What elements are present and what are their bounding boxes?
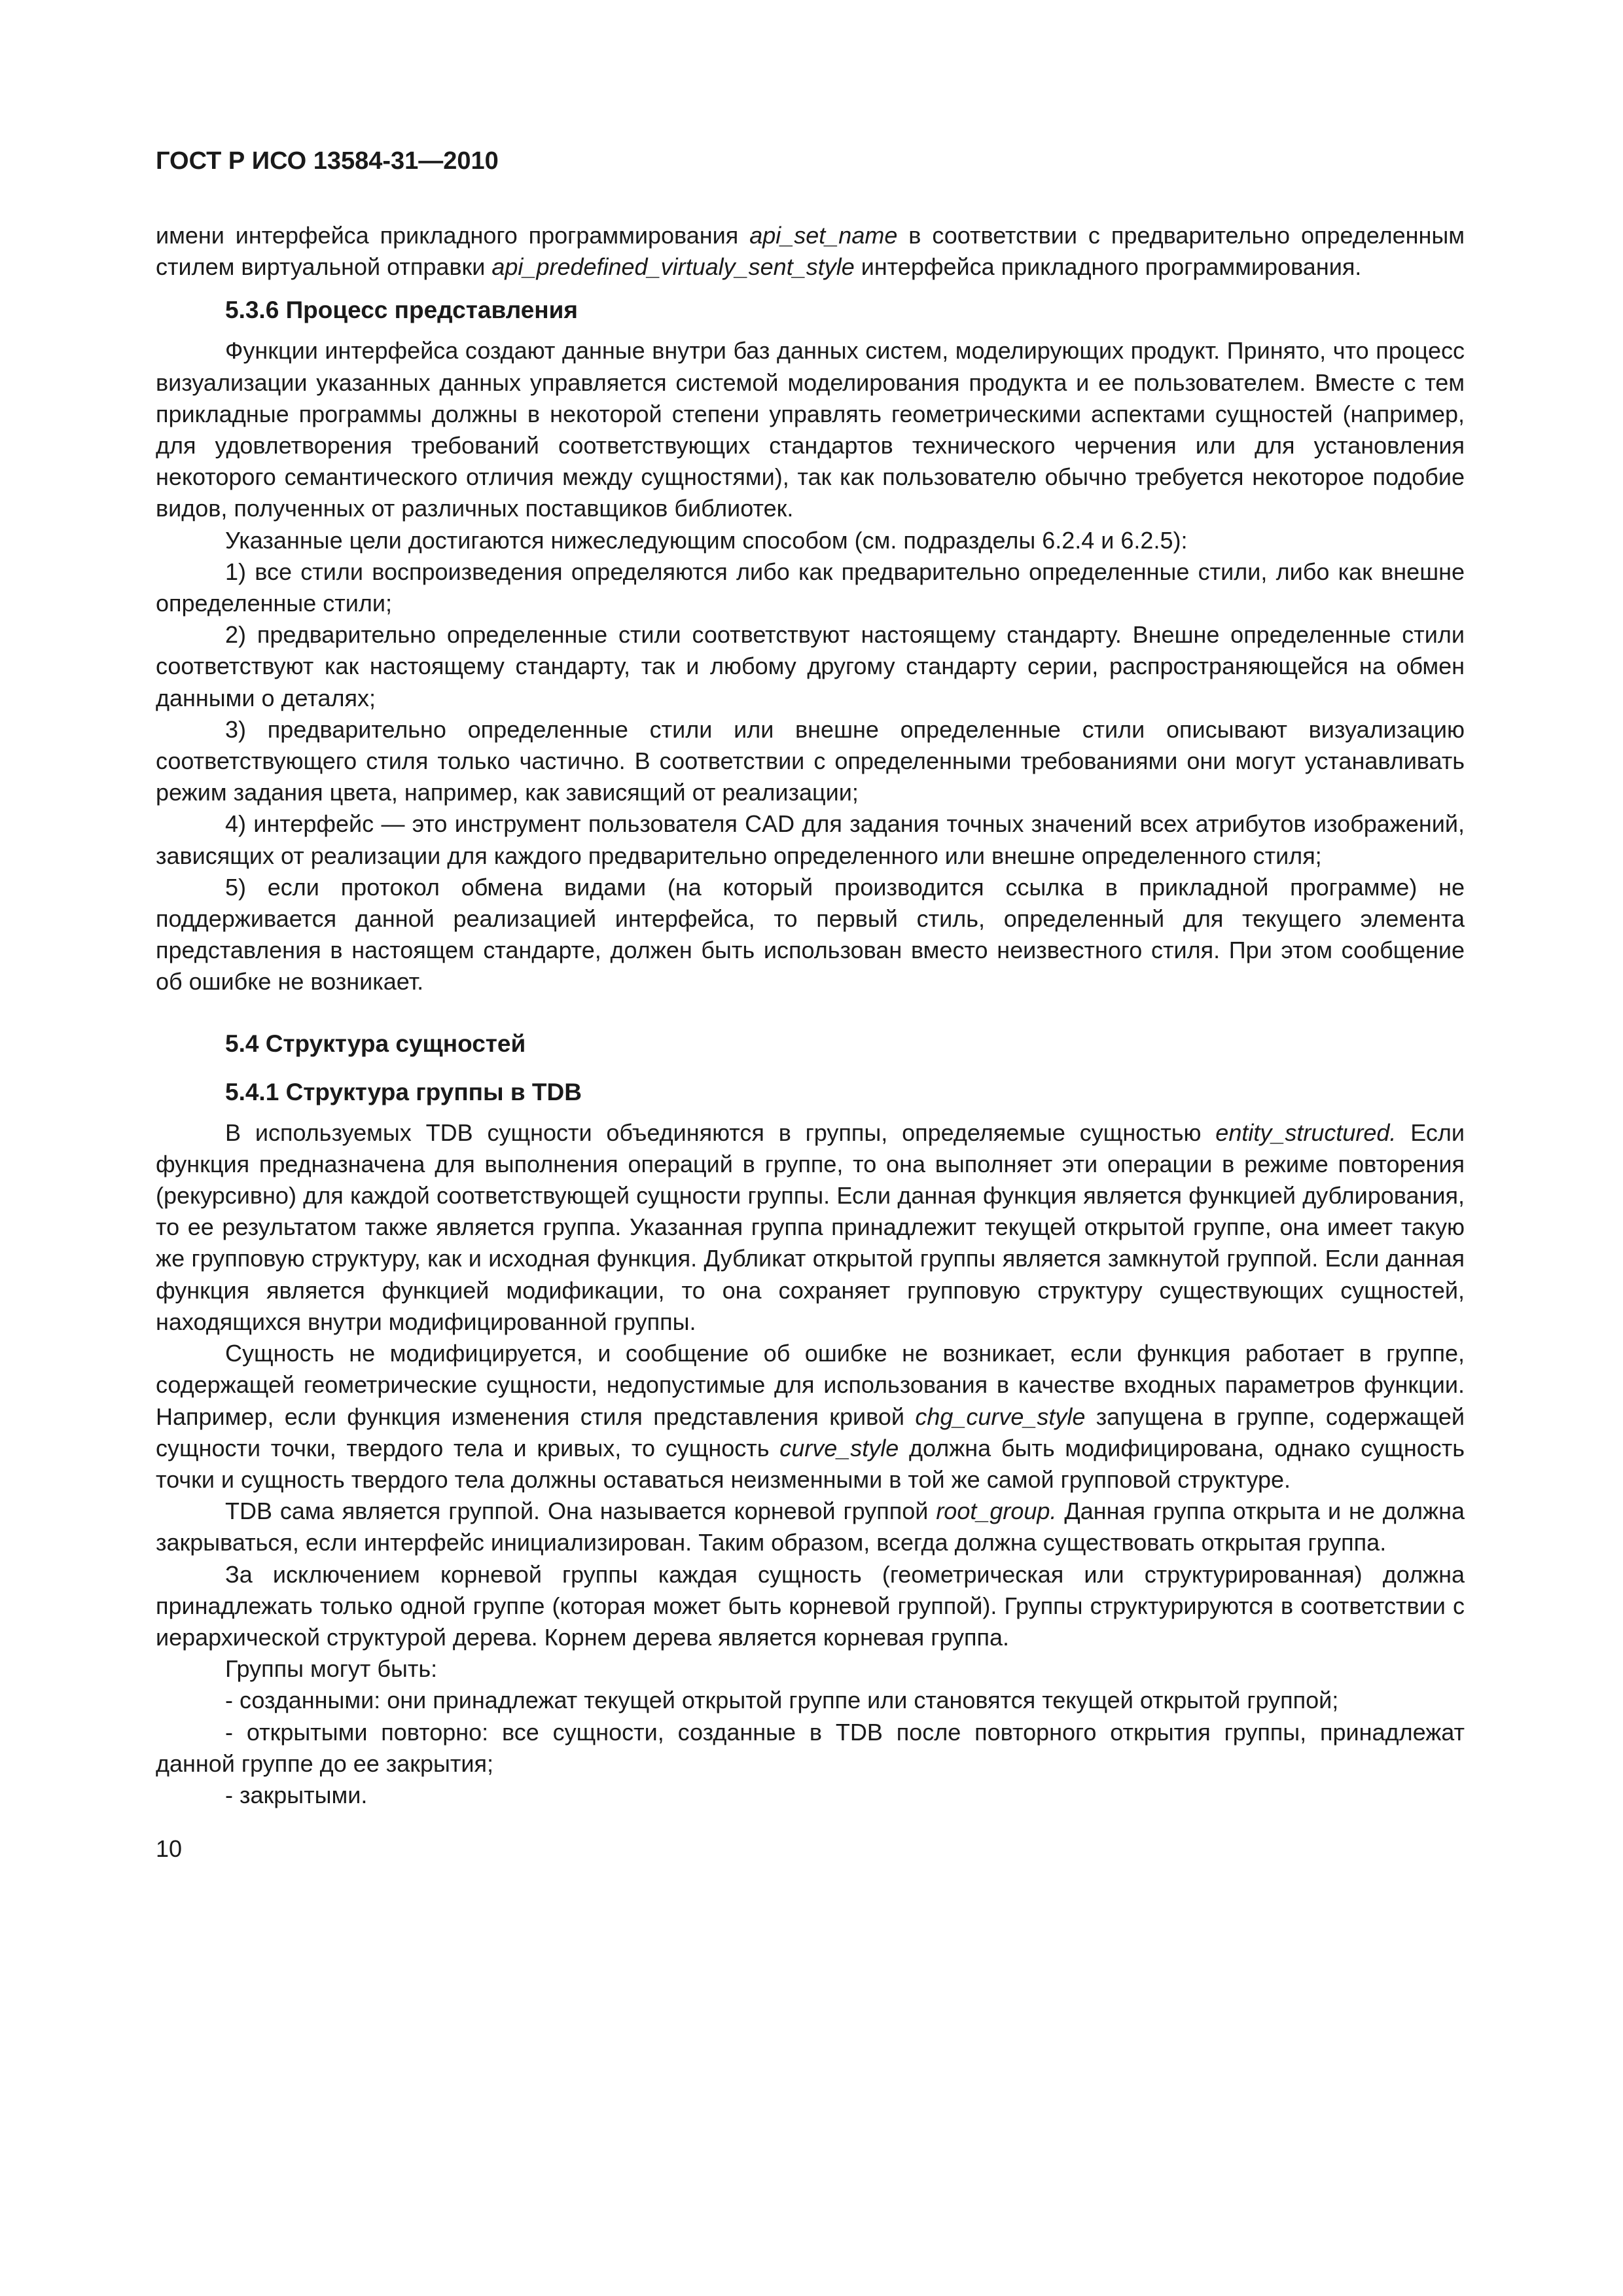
dash-list-item-1: - созданными: они принадлежат текущей открытой группе или становятся текущей открытой группой; bbox=[225, 1687, 1339, 1714]
section-5-4-1-paragraph-5: Группы могут быть: bbox=[225, 1655, 438, 1683]
list-item-2: 2) предварительно определенные стили соответствуют настоящему стандарту. Внешне определенные стили соответствуют как настоящему стандарту, так и любому другому стандарту серии, распространяющейся на обмен данными о деталях; bbox=[156, 621, 1465, 711]
dash-list-item-3: - закрытыми. bbox=[225, 1781, 368, 1808]
api-predefined-style-term: api_predefined_virtualy_sent_style bbox=[491, 253, 855, 281]
list-item-5: 5) если протокол обмена видами (на который производится ссылка в прикладной программе) не поддерживается данной реализацией интерфейса, то первый стиль, определенный для текущего элемента представления в настоящем стандарте, должен быть использован вместо неизвестного стиля. При этом сообщение об ошибке не возникает. bbox=[156, 873, 1465, 996]
section-5-4-heading: 5.4 Структура сущностей bbox=[225, 1030, 526, 1057]
entity-structured-term: entity_structured. bbox=[1215, 1119, 1397, 1146]
section-5-3-6-paragraph-1: Функции интерфейса создают данные внутри баз данных систем, моделирующих продукт. Принято, что процесс визуализации указанных данных управляется системой моделирования продукта и ее пользователем. Вместе с тем прикладные программы должны в некоторой степени управлять геометрическими аспектами сущностей (например, для удовлетворения требований соответствующих стандартов технического черчения или для установления некоторого семантического отличия между сущностями), так как пользователю обычно требуется некоторое подобие видов, полученных от различных поставщиков библиотек. bbox=[156, 337, 1465, 522]
dash-list-item-2: - открытыми повторно: все сущности, созданные в TDB после повторного открытия группы, принадлежат данной группе до ее закрытия; bbox=[156, 1718, 1465, 1777]
api-set-name-term: api_set_name bbox=[749, 222, 898, 249]
list-item-3: 3) предварительно определенные стили или внешне определенные стили описывают визуализацию соответствующего стиля только частично. В соответствии с определенными требованиями они могут устанавливать режим задания цвета, например, как зависящий от реализации; bbox=[156, 715, 1465, 806]
document-header: ГОСТ Р ИСО 13584-31—2010 bbox=[156, 147, 499, 175]
list-item-1: 1) все стили воспроизведения определяются либо как предварительно определенные стили, либо как внешне определенные стили; bbox=[156, 558, 1465, 617]
section-5-4-1-paragraph-2: Сущность не модифицируется, и сообщение об ошибке не возникает, если функция работает в группе, содержащей геометрические сущности, недопустимые для использования в качестве входных параметров функции. Например, если функция изменения стиля представления кривой chg_curve_style запущена в группе, содержащей сущности точки, твердого тела и кривых, то сущность curve_style должна быть модифицирована, однако сущность точки и сущность твердого тела должны оставаться неизменными в той же самой групповой структуре. bbox=[156, 1340, 1465, 1493]
document-page bbox=[156, 145, 1465, 1865]
section-5-3-6-heading: 5.3.6 Процесс представления bbox=[225, 296, 578, 324]
section-5-3-6-paragraph-2: Указанные цели достигаются нижеследующим способом (см. подразделы 6.2.4 и 6.2.5): bbox=[225, 526, 1188, 554]
root-group-term: root_group. bbox=[936, 1498, 1057, 1525]
section-5-4-1-paragraph-4: За исключением корневой группы каждая сущность (геометрическая или структурированная) должна принадлежать только одной группе (которая может быть корневой группой). Группы структурируются в соответствии с иерархической структурой дерева. Корнем дерева является корневая группа. bbox=[156, 1560, 1465, 1651]
page-number: 10 bbox=[156, 1835, 183, 1863]
section-5-4-1-heading: 5.4.1 Структура группы в TDB bbox=[225, 1078, 582, 1105]
curve-style-term: curve_style bbox=[779, 1434, 899, 1462]
chg-curve-style-term: chg_curve_style bbox=[915, 1403, 1086, 1430]
section-5-4-1-paragraph-1: В используемых TDB сущности объединяются в группы, определяемые сущностью entity_structured. Если функция предназначена для выполнения операций в группе, то она выполняет эти операции в режиме повторения (рекурсивно) для каждой соответствующей сущности группы. Если данная функция является функцией дублирования, то ее результатом также является группа. Указанная группа принадлежит текущей открытой группе, она имеет такую же групповую структуру, как и исходная функция. Дубликат открытой группы является замкнутой группой. Если данная функция является функцией модификации, то она сохраняет групповую структуру существующих сущностей, находящихся внутри модифицированной группы. bbox=[156, 1119, 1465, 1335]
list-item-4: 4) интерфейс — это инструмент пользователя CAD для задания точных значений всех атрибутов изображений, зависящих от реализации для каждого предварительно определенного или внешне определенного стиля; bbox=[156, 810, 1465, 869]
intro-paragraph: имени интерфейса прикладного программирования api_set_name в соответствии с предварительно определенным стилем виртуальной отправки api_predefined_virtualy_sent_style интерфейса прикладного программирования. bbox=[156, 222, 1465, 281]
section-5-4-1-paragraph-3: TDB сама является группой. Она называется корневой группой root_group. Данная группа открыта и не должна закрываться, если интерфейс инициализирован. Таким образом, всегда должна существовать открытая группа. bbox=[156, 1498, 1465, 1556]
